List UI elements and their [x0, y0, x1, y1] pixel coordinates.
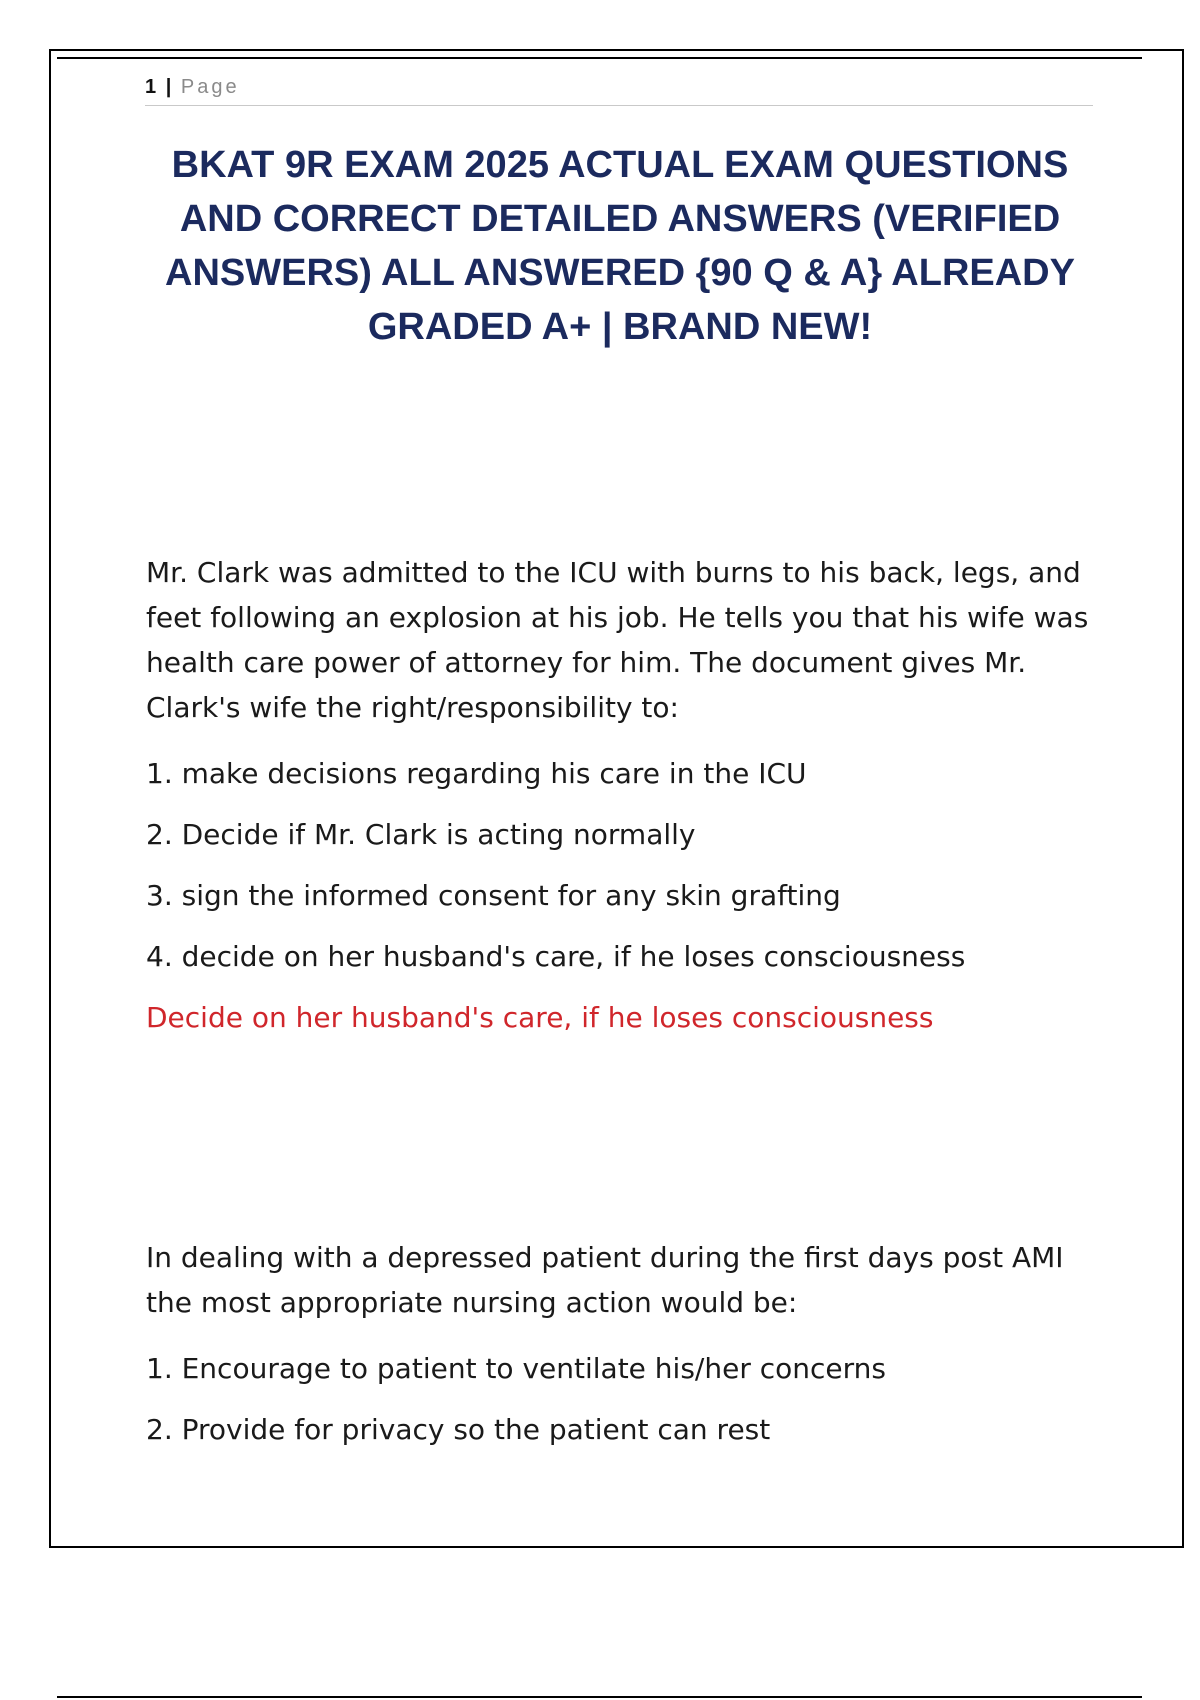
- answer-option: 2. Provide for privacy so the patient can rest: [146, 1413, 771, 1446]
- document-title: BKAT 9R EXAM 2025 ACTUAL EXAM QUESTIONS AND CORRECT DETAILED ANSWERS (VERIFIED ANSWERS) ALL ANSWERED {90 Q & A} ALREADY GRADED A+ | BRAND NEW!: [165, 144, 1075, 348]
- bottom-rule: [57, 1696, 1142, 1698]
- page-separator: |: [165, 76, 174, 98]
- question-1: [146, 550, 1106, 1048]
- answer-option: 1. Encourage to patient to ventilate his/her concerns: [146, 1352, 886, 1385]
- top-rule: [57, 57, 1142, 59]
- answer-option: 4. decide on her husband's care, if he loses consciousness: [146, 940, 966, 973]
- question-stem: In dealing with a depressed patient during the first days post AMI the most appropriate nursing action would be:: [146, 1241, 1064, 1319]
- question-2: [146, 1235, 1106, 1460]
- correct-answer: Decide on her husband's care, if he loses consciousness: [146, 1001, 934, 1034]
- answer-option: 1. make decisions regarding his care in the ICU: [146, 757, 807, 790]
- page-header: [145, 74, 1093, 106]
- answer-option: 2. Decide if Mr. Clark is acting normally: [146, 818, 696, 851]
- page-number: 1: [145, 76, 159, 98]
- answer-option: 3. sign the informed consent for any skin grafting: [146, 879, 841, 912]
- page-label: Page: [180, 76, 240, 98]
- question-stem: Mr. Clark was admitted to the ICU with burns to his back, legs, and feet following an explosion at his job. He tells you that his wife was health care power of attorney for him. The document gives Mr. Clark's wife the right/responsibility to:: [146, 556, 1089, 724]
